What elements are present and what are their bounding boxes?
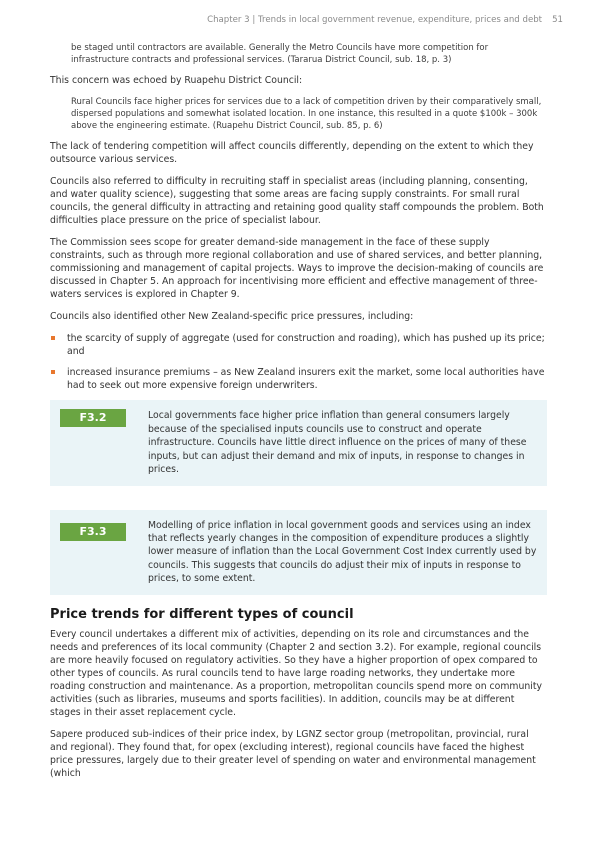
finding-text: Local governments face higher price inflation than general consumers largely because of the specialised inputs councils use to construct and operate infrastructure. Councils have little direct influence on the prices of many of these inputs, but can adjust their demand and mix of inputs, in response to changes in prices.: [148, 410, 527, 476]
quote-ruapehu: Rural Councils face higher prices for services due to a lack of competition driven by their comparatively small, dispersed populations and somewhat isolated location. In one instance, this resulted in a quote $100k – 300k above the engineering estimate. (Ruapehu District Council, sub. 85, p. 6): [71, 97, 542, 132]
paragraph-tendering: The lack of tendering competition will affect councils differently, depending on the extent to which they outsource various services.: [50, 141, 534, 166]
section-heading: Price trends for different types of council: [50, 606, 354, 622]
page-number: 51: [552, 15, 563, 25]
running-header: [0, 15, 563, 25]
finding-text: Modelling of price inflation in local government goods and services using an index that reflects yearly changes in the composition of expenditure produces a slightly lower measure of inflation than the Local Government Cost Index currently used by councils. This suggests that councils do adjust their mix of inputs in response to prices, to some extent.: [148, 519, 537, 585]
paragraph-ruapehu-intro: This concern was echoed by Ruapehu District Council:: [50, 75, 303, 87]
page-body: [50, 42, 547, 789]
list-item: [50, 366, 547, 392]
running-title: Chapter 3 | Trends in local government revenue, expenditure, prices and debt: [207, 15, 543, 25]
list-item: [50, 332, 547, 358]
list-item-text: increased insurance premiums – as New Zealand insurers exit the market, some local authorities have had to seek out more expensive foreign underwriters.: [67, 367, 545, 392]
quote-tararua: be staged until contractors are available. Generally the Metro Councils have more competition for infrastructure contracts and professional services. (Tararua District Council, sub. 18, p. 3): [71, 43, 489, 66]
paragraph-council-mix: Every council undertakes a different mix of activities, depending on its role and circumstances and the needs and preferences of its local community (Chapter 2 and section 3.2). For example, regional councils are more heavily focused on regulatory activities. So they have a higher proportion of opex compared to other types of councils. As rural councils tend to have large roading networks, they undertake more roading construction and maintenance. As a proportion, metropolitan councils spend more on community activities (such as libraries, museums and sports facilities). In addition, councils may be at different stages in their asset replacement cycle.: [50, 628, 542, 718]
bullet-list: [50, 332, 547, 392]
finding-box: [50, 400, 547, 485]
list-item-text: the scarcity of supply of aggregate (used for construction and roading), which has pushed up its price; and: [67, 333, 545, 358]
bullet-icon: [51, 370, 55, 374]
finding-badge: F3.3: [60, 523, 126, 541]
paragraph-recruiting: Councils also referred to difficulty in recruiting staff in specialist areas (including planning, consenting, and water quality science), suggesting that some areas are facing supply constraints. For small rural councils, the general difficulty in attracting and retaining good quality staff compounds the problem. Both difficulties place pressure on the price of specialist labour.: [50, 176, 544, 227]
finding-badge: F3.2: [60, 409, 126, 427]
paragraph-nz-pressures: Councils also identified other New Zealand-specific price pressures, including:: [50, 311, 414, 323]
paragraph-demand-side: The Commission sees scope for greater demand-side management in the face of these supply constraints, such as through more regional collaboration and use of shared services, and better planning, commissioning and management of capital projects. Ways to improve the decision-making of councils are discussed in Chapter 5. An approach for incentivising more efficient and effective management of three-waters services is explored in Chapter 9.: [50, 237, 544, 301]
paragraph-sapere: Sapere produced sub-indices of their price index, by LGNZ sector group (metropolitan, provincial, rural and regional). They found that, for opex (excluding interest), regional councils have faced the highest price pressures, largely due to their greater level of spending on water and environmental management (which: [50, 728, 536, 779]
bullet-icon: [51, 336, 55, 340]
finding-box: [50, 510, 547, 595]
